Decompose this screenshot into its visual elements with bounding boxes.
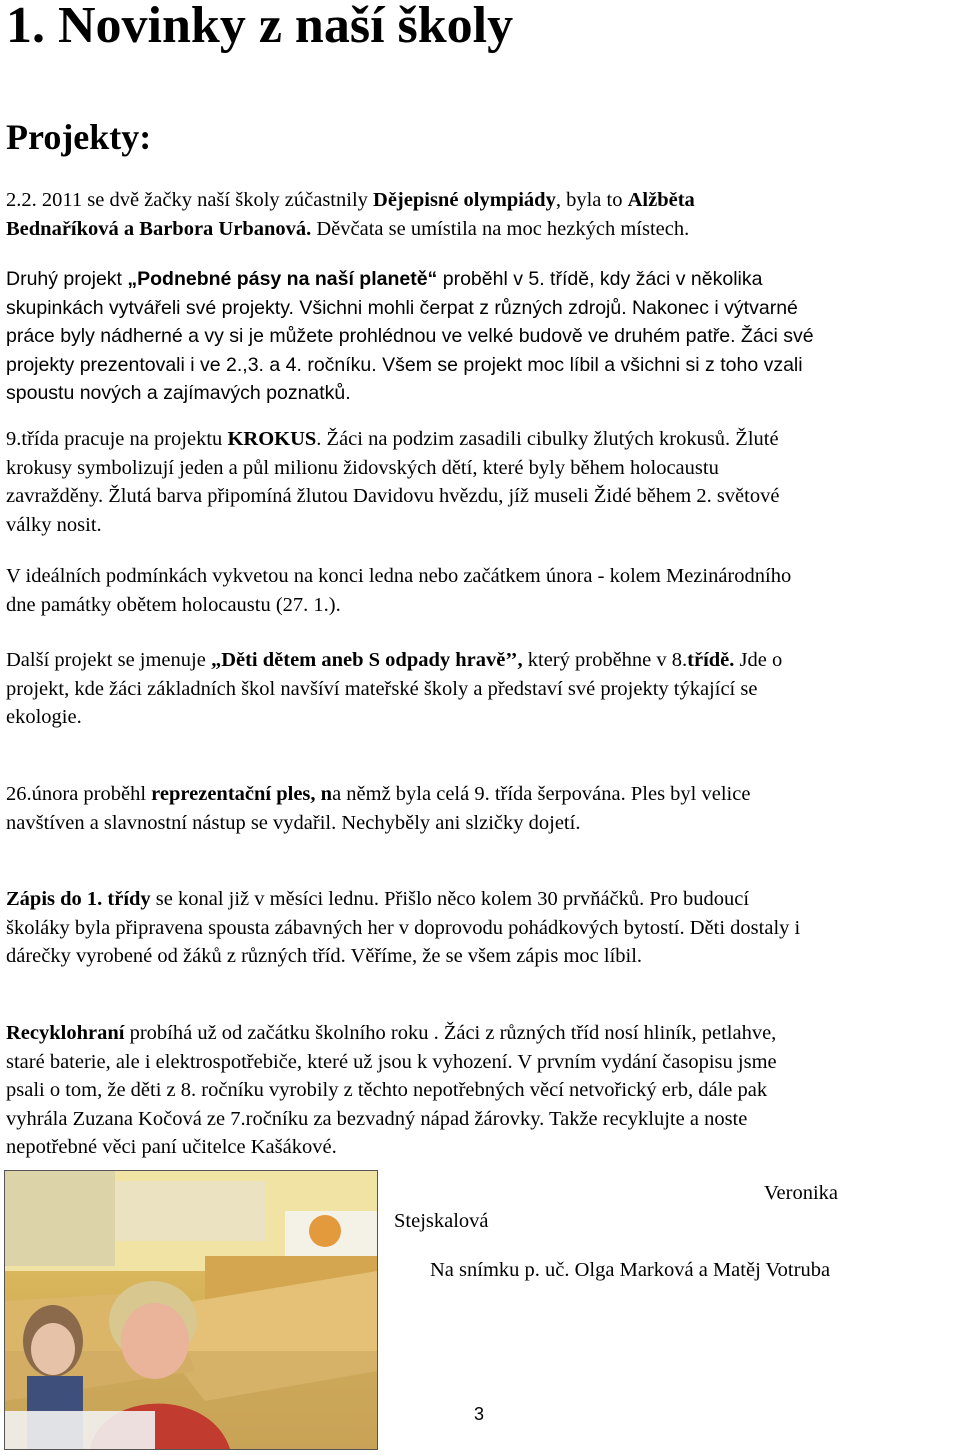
section-title: Projekty: — [6, 117, 152, 157]
paragraph-deti-detem: Další projekt se jmenuje „Děti dětem aneb S odpady hravě’’, který proběhne v 8.třídě. Jde o projekt, kde žáci základních škol navšíví mateřské školy a představí své projekty týkající se ekologie. — [6, 649, 783, 728]
page-title: 1. Novinky z naší školy — [6, 0, 514, 54]
paragraph-recyklohrani: Recyklohraní probíhá už od začátku školního roku . Žáci z různých tříd nosí hliník, petlahve, staré baterie, ale i elektrospotřebiče, které už jsou k vyhození. V prvním vydání časopisu jsme psali o tom, že děti z 8. ročníku vyrobily z těchto nepotřebných věcí netvořický erb, dále pak vyhrála Zuzana Kočová ze 7.ročníku za bezvadný nápad žárovky. Takže recyklujte a noste nepotřebné věci paní učitelce Kašákové. — [6, 1022, 777, 1158]
paragraph-idealni-podminky: V ideálních podmínkách vykvetou na konci ledna nebo začátkem února - kolem Mezinárodního dne památky obětem holocaustu (27. 1.). — [6, 565, 792, 616]
page-number: 3 — [474, 1404, 485, 1424]
paragraph-podnebne-pasy: Druhý projekt „Podnebné pásy na naší planetě“ proběhl v 5. třídě, kdy žáci v několika skupinkách vytvářeli své projekty. Všichni mohli čerpat z různých zdrojů. Nakonec i výtvarné práce byly nádherné a vy si je můžete prohlédnou ve velké budově ve druhém patře. Žáci své projekty prezentovali i ve 2.,3. a 4. ročníku. Všem se projekt moc líbil a všichni si z toho vzali spoustu nových a zajímavých poznatků. — [6, 268, 814, 404]
author-last-name: Stejskalová — [394, 1210, 489, 1232]
paragraph-zapis: Zápis do 1. třídy se konal již v měsíci lednu. Přišlo něco kolem 30 prvňáčků. Pro budoucí školáky byla připravena spousta zábavných her v doprovodu pohádkových bytostí. Děti dostaly i dárečky vyrobené od žáků z různých tříd. Věříme, že se všem zápis moc líbil. — [6, 888, 801, 967]
classroom-photo-illustration — [5, 1171, 377, 1449]
classroom-photo — [4, 1170, 378, 1450]
photo-caption: Na snímku p. uč. Olga Marková a Matěj Votruba — [430, 1259, 831, 1281]
paragraph-olympiada: 2.2. 2011 se dvě žačky naší školy zúčastnily Dějepisné olympiády, byla to Alžběta Bednaříková a Barbora Urbanová. Děvčata se umístila na moc hezkých místech. — [6, 189, 695, 240]
paragraph-krokus: 9.třída pracuje na projektu KROKUS. Žáci na podzim zasadili cibulky žlutých krokusů. Žluté krokusy symbolizují jeden a půl milionu židovských dětí, které byly během holocaustu zavražděny. Žlutá barva připomíná žlutou Davidovu hvězdu, jíž museli Židé během 2. světové války nosit. — [6, 428, 780, 536]
author-first-name: Veronika — [764, 1182, 839, 1204]
paragraph-ples: 26.února proběhl reprezentační ples, na němž byla celá 9. třída šerpována. Ples byl velice navštíven a slavnostní nástup se vydařil. Nechyběly ani slzičky dojetí. — [6, 783, 751, 834]
